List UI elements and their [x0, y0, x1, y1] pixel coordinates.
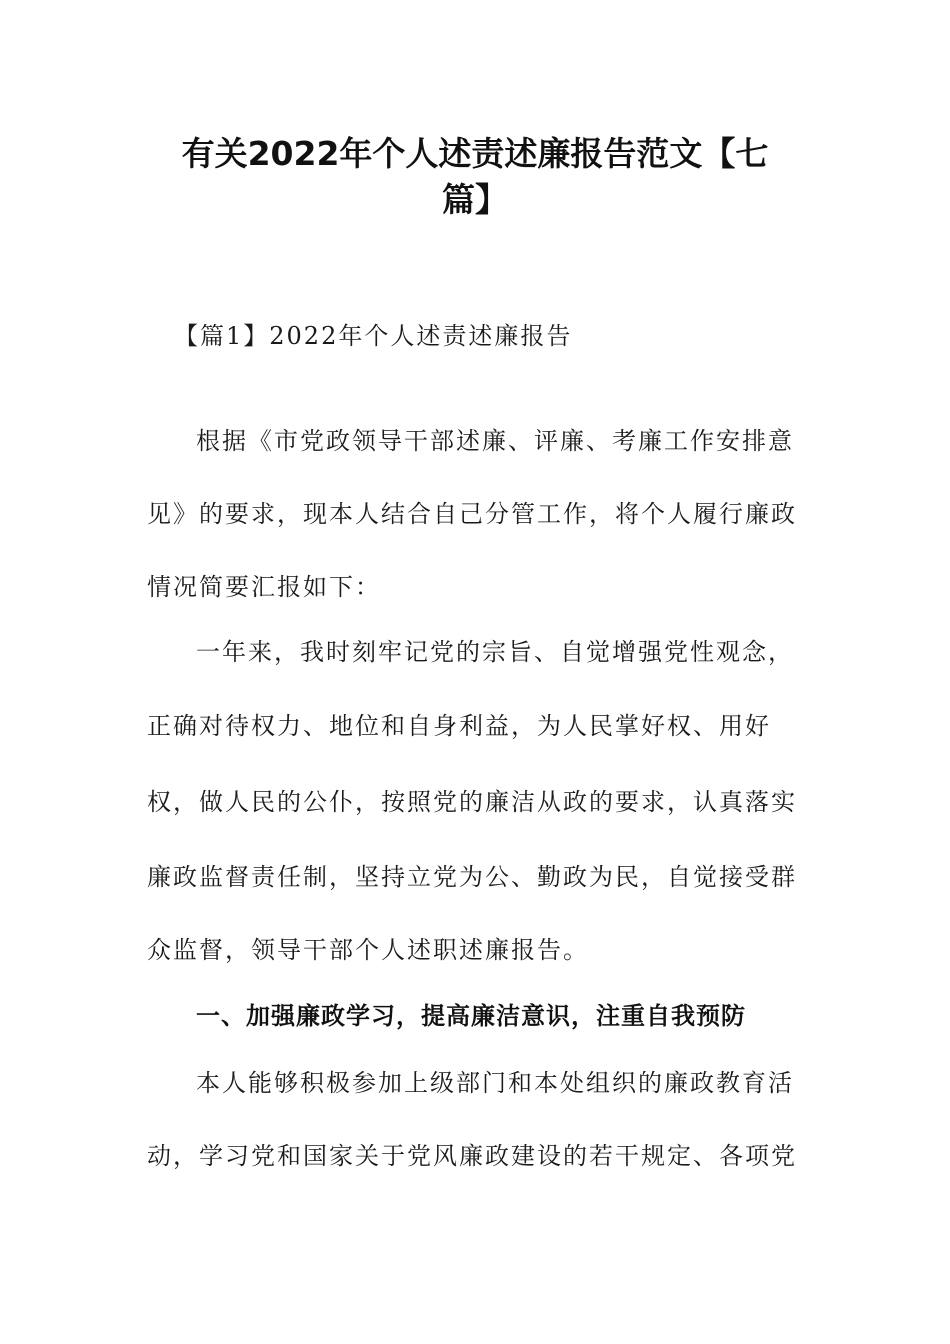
paragraph-1-line-3: 情况简要汇报如下： — [147, 573, 381, 601]
paragraph-2-line-5: 众监督，领导干部个人述职述廉报告。 — [147, 936, 589, 964]
document-title-line-2: 篇】 — [442, 180, 508, 219]
document-title-line-1: 有关2022年个人述责述廉报告范文【七 — [181, 134, 769, 173]
paragraph-3-line-1: 本人能够积极参加上级部门和本处组织的廉政教育活 — [196, 1069, 794, 1097]
section-label: 【篇1】2022年个人述责述廉报告 — [174, 322, 573, 350]
paragraph-2-line-4: 廉政监督责任制，坚持立党为公、勤政为民，自觉接受群 — [147, 863, 797, 891]
paragraph-2-line-1: 一年来，我时刻牢记党的宗旨、自觉增强党性观念， — [196, 638, 794, 666]
paragraph-1-line-2: 见》的要求，现本人结合自己分管工作，将个人履行廉政 — [147, 500, 797, 528]
paragraph-3-line-2: 动，学习党和国家关于党风廉政建设的若干规定、各项党 — [147, 1142, 797, 1170]
paragraph-2-line-3: 权，做人民的公仆，按照党的廉洁从政的要求，认真落实 — [147, 788, 797, 816]
paragraph-2-line-2: 正确对待权力、地位和自身利益，为人民掌好权、用好 — [147, 712, 771, 740]
section-heading-1: 一、加强廉政学习，提高廉洁意识，注重自我预防 — [196, 1002, 746, 1030]
paragraph-1-line-1: 根据《市党政领导干部述廉、评廉、考廉工作安排意 — [196, 427, 794, 455]
